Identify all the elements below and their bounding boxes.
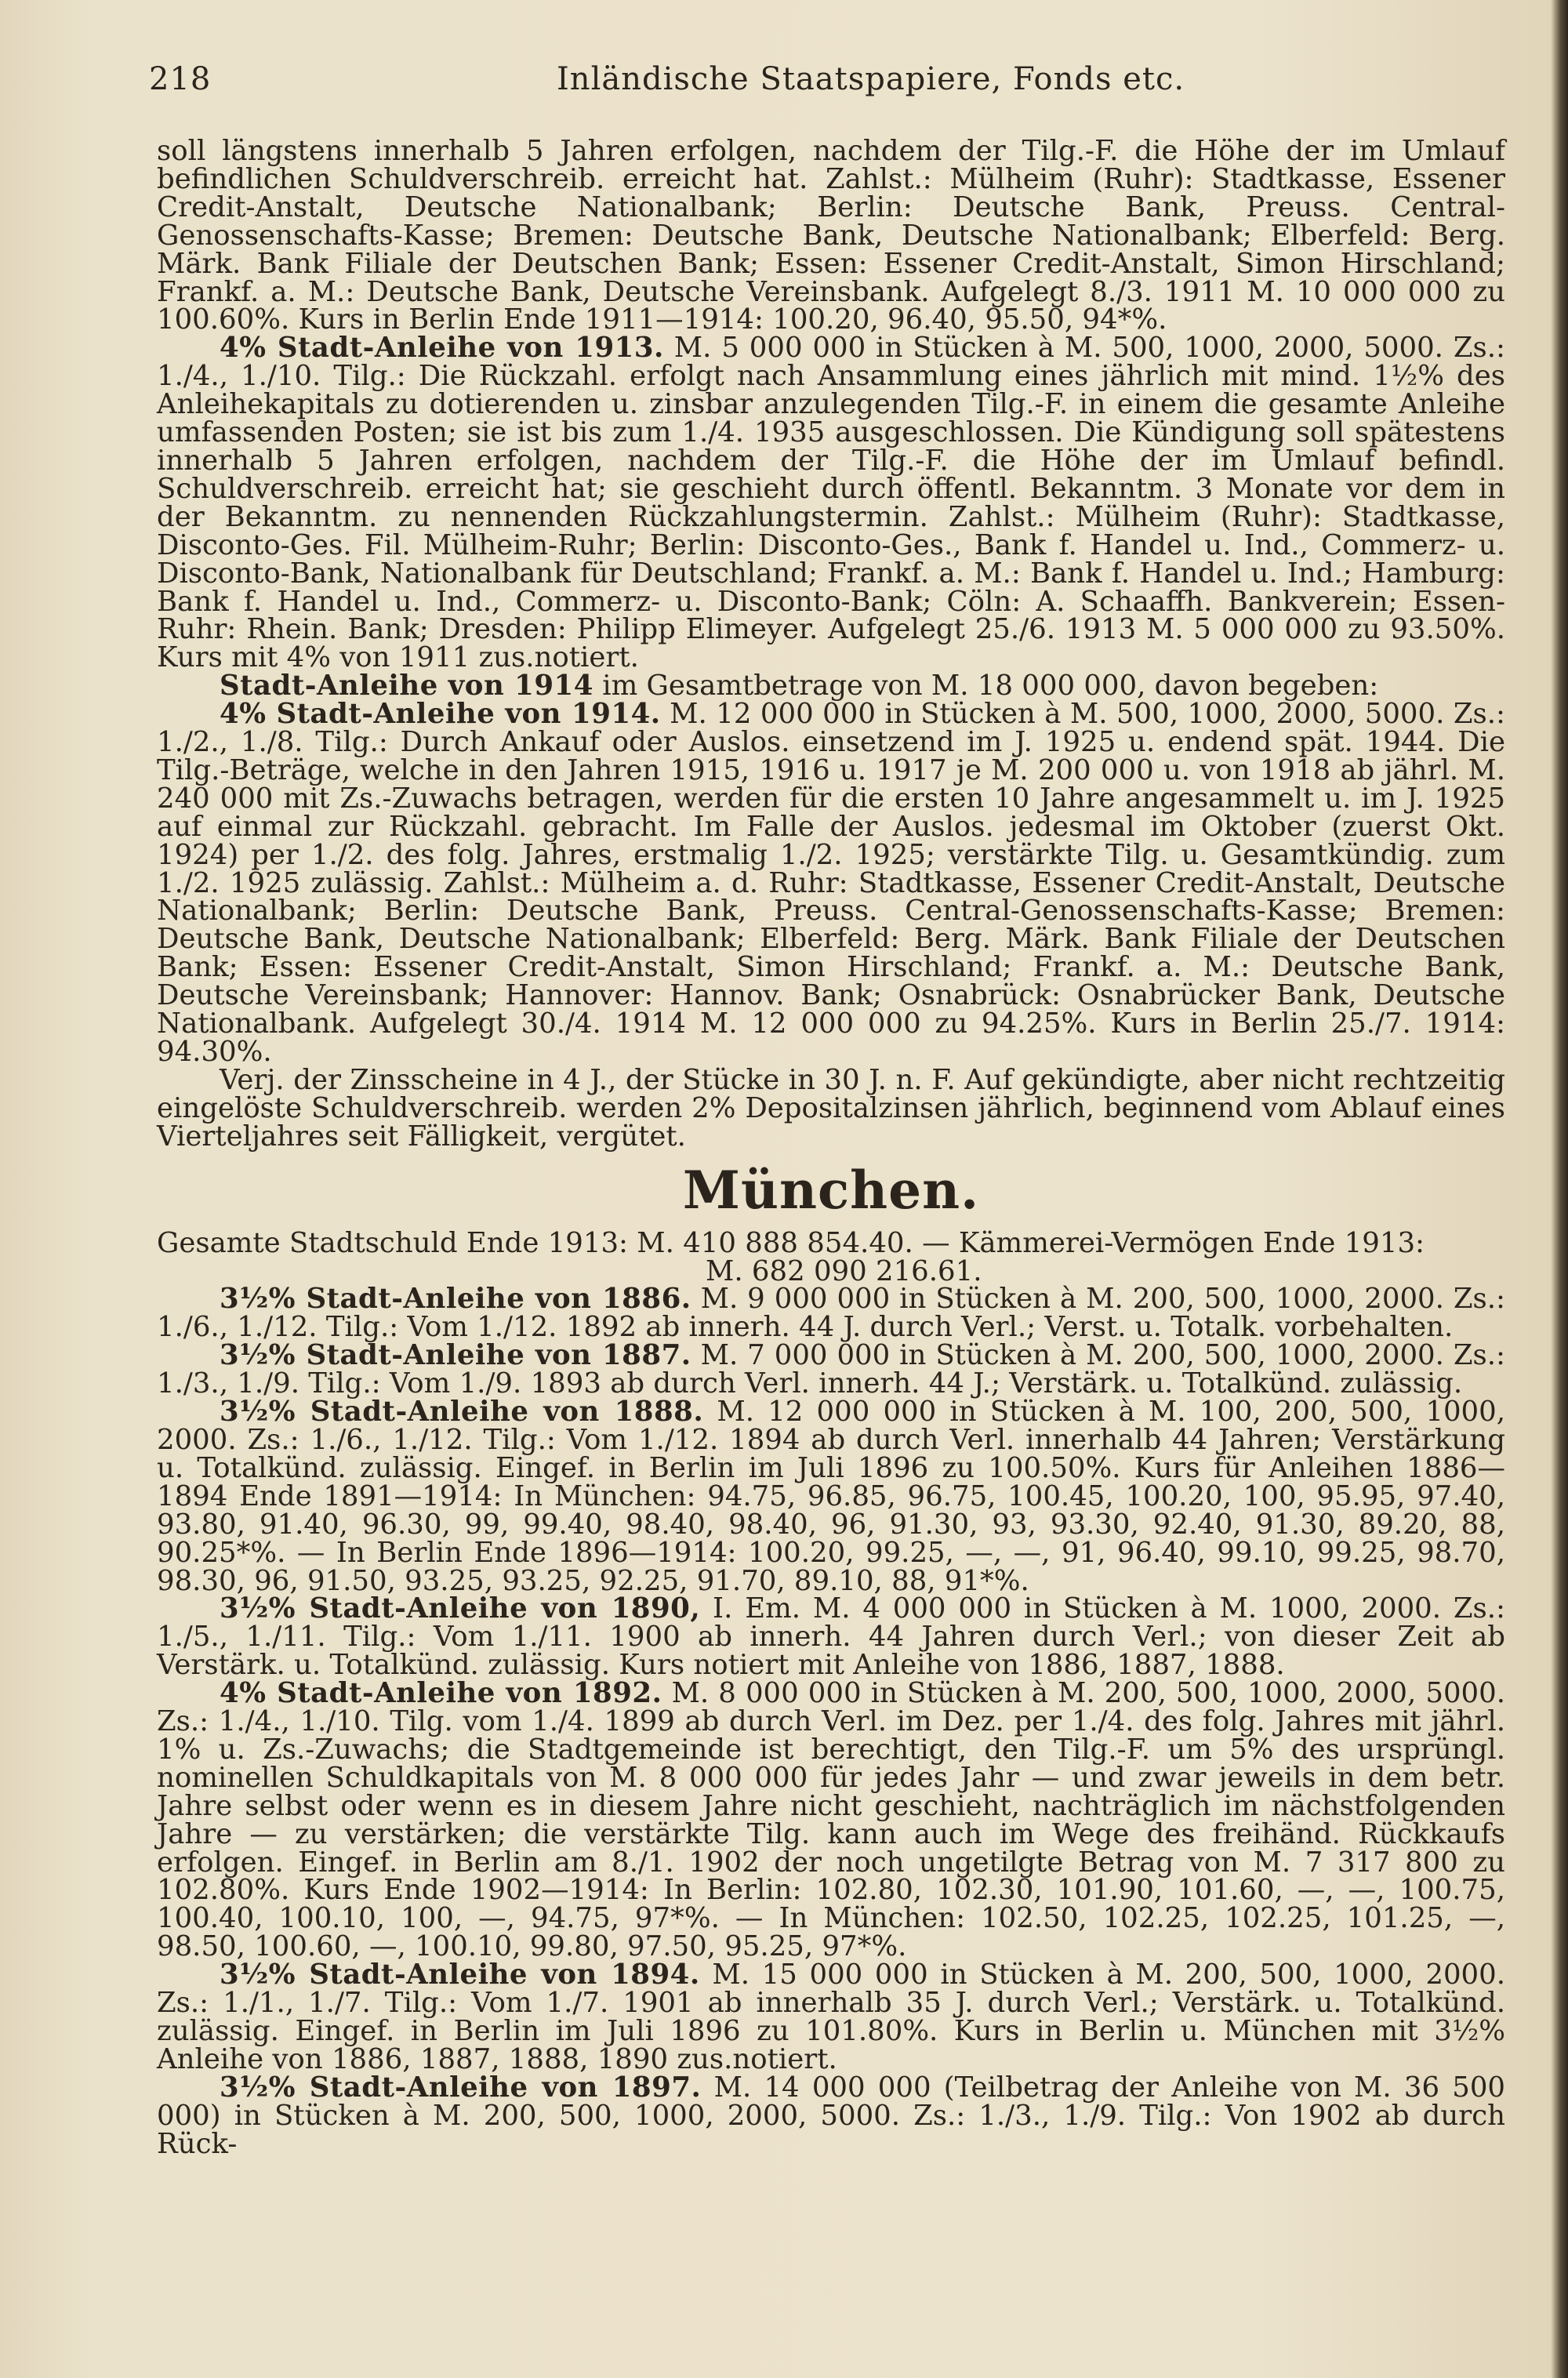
running-title: Inländische Staatspapiere, Fonds etc. [557,61,1185,97]
text-run: M. 12 000 000 in Stücken à M. 100, 200, 500, 1000, 2000. Zs.: 1./6., 1./12. Tilg.: Vom 1./12. 1894 ab durch Verl. innerhalb 44 Jahren; Verstärkung u. Totalkünd. zulässig. Eingef. in Berlin im Juli 1896 zu 100.50%. Kurs für Anleihen 1886—1894 Ende 1891—1914: In München: 94.75, 96.85, 96.75, 100.45, 100.20, 100, 95.95, 97.40, 93.80, 91.40, 96.30, 99, 99.40, 98.40, 98.40, 96, 91.30, 93, 93.30, 92.40, 91.30, 89.20, 88, 90.25*%. — In Berlin Ende 1896—1914: 100.20, 99.25, —, —, 91, 96.40, 99.10, 99.25, 98.70, 98.30, 96, 91.50, 93.25, 93.25, 92.25, 91.70, 89.10, 88, 91*%. [157,1396,1505,1597]
paragraph [157,1961,1505,2074]
text-run: im Gesamtbetrage von M. 18 000 000, davon begeben: [593,670,1379,703]
loan-heading: 3½% Stadt-Anleihe von 1887. [220,1339,691,1372]
text-run: Verj. der Zinsscheine in 4 J., der Stücke in 30 J. n. F. Auf gekündigte, aber nicht rechtzeitig eingelöste Schuldverschreib. werden 2% Depositalzinsen jährlich, beginnend vom Ablauf eines Vierteljahres seit Fälligkeit, vergütet. [157,1063,1505,1153]
text-run: soll längstens innerhalb 5 Jahren erfolgen, nachdem der Tilg.-F. die Höhe der im Umlauf befindlichen Schuldverschreib. erreicht hat. Zahlst.: Mülheim (Ruhr): Stadtkasse, Essener Credit-Anstalt, Deutsche Nationalbank; Berlin: Deutsche Bank, Preuss. Central-Genossenschafts-Kasse; Bremen: Deutsche Bank, Deutsche Nationalbank; Elberfeld: Berg. Märk. Bank Filiale der Deutschen Bank; Essen: Essener Credit-Anstalt, Simon Hirschland; Frankf. a. M.: Deutsche Bank, Deutsche Vereinsbank. Aufgelegt 8./3. 1911 M. 10 000 000 zu 100.60%. Kurs in Berlin Ende 1911—1914: 100.20, 96.40, 95.50, 94*%. [157,135,1505,336]
paragraph [157,1341,1505,1398]
paragraph [157,1063,1505,1153]
paragraph [157,2071,1505,2160]
page-edge-shadow [1551,0,1568,2378]
loan-heading: 4% Stadt-Anleihe von 1892. [220,1677,662,1710]
text-run: M. 14 000 000 (Teilbetrag der Anleihe von M. 36 500 000) in Stücken à M. 200, 500, 1000, 2000, 5000. Zs.: 1./3., 1./9. Tilg.: Von 1902 ab durch Rück- [157,2071,1505,2160]
paragraph [157,1592,1505,1682]
loan-heading: 3½% Stadt-Anleihe von 1894. [220,1959,700,1991]
section-heading-city: München. [682,1159,980,1221]
loan-heading: 3½% Stadt-Anleihe von 1890, [220,1592,701,1625]
loan-heading: 3½% Stadt-Anleihe von 1897. [220,2071,702,2104]
paragraph [157,670,1505,703]
total-assets-line: M. 682 090 216.61. [706,1254,982,1287]
loan-heading: Stadt-Anleihe von 1914 [220,670,593,703]
loan-heading: 4% Stadt-Anleihe von 1913. [220,332,664,365]
paragraph [157,700,1505,1066]
loan-heading: 3½% Stadt-Anleihe von 1888. [220,1396,704,1429]
text-run: M. 5 000 000 in Stücken à M. 500, 1000, 2000, 5000. Zs.: 1./4., 1./10. Tilg.: Die Rückzahl. erfolgt nach Ansammlung eines jährlich mit mind. 1½% des Anleihekapitals zu dotierenden u. zinsbar anzulegenden Tilg.-F. in einem die gesamte Anleihe umfassenden Posten; sie ist bis zum 1./4. 1935 ausgeschlossen. Die Kündigung soll spätestens innerhalb 5 Jahren erfolgen, nachdem der Tilg.-F. die Höhe der im Umlauf befindl. Schuldverschreib. erreicht hat; sie geschieht durch öffentl. Bekanntm. 3 Monate vor dem in der Bekanntm. zu nennenden Rückzahlungstermin. Zahlst.: Mülheim (Ruhr): Stadtkasse, Disconto-Ges. Fil. Mülheim-Ruhr; Berlin: Disconto-Ges., Bank f. Handel u. Ind., Commerz- u. Disconto-Bank, Nationalbank für Deutschland; Frankf. a. M.: Bank f. Handel u. Ind.; Hamburg: Bank f. Handel u. Ind., Commerz- u. Disconto-Bank; Cöln: A. Schaaffh. Bankverein; Essen-Ruhr: Rhein. Bank; Dresden: Philipp Elimeyer. Aufgelegt 25./6. 1913 M. 5 000 000 zu 93.50%. Kurs mit 4% von 1911 zus.notiert. [157,332,1505,674]
running-header [149,61,1497,108]
text-run: M. 12 000 000 in Stücken à M. 500, 1000, 2000, 5000. Zs.: 1./2., 1./8. Tilg.: Durch Ankauf oder Auslos. einsetzend im J. 1925 u. endend spät. 1944. Die Tilg.-Beträge, welche in den Jahren 1915, 1916 u. 1917 je M. 200 000 u. von 1918 ab jährl. M. 240 000 mit Zs.-Zuwachs betragen, werden für die ersten 10 Jahre angesammelt u. im J. 1925 auf einmal zur Rückzahl. gebracht. Im Falle der Auslos. jedesmal im Oktober (zuerst Okt. 1924) per 1./2. des folg. Jahres, erstmalig 1./2. 1925; verstärkte Tilg. u. Gesamtkündig. zum 1./2. 1925 zulässig. Zahlst.: Mülheim a. d. Ruhr: Stadtkasse, Essener Credit-Anstalt, Deutsche Nationalbank; Berlin: Deutsche Bank, Preuss. Central-Genossenschafts-Kasse; Bremen: Deutsche Bank, Deutsche Nationalbank; Elberfeld: Berg. Märk. Bank Filiale der Deutschen Bank; Essen: Essener Credit-Anstalt, Simon Hirschland; Frankf. a. M.: Deutsche Bank, Deutsche Vereinsbank; Hannover: Hannov. Bank; Osnabrück: Osnabrücker Bank, Deutsche Nationalbank. Aufgelegt 30./4. 1914 M. 12 000 000 zu 94.25%. Kurs in Berlin 25./7. 1914: 94.30%. [157,698,1505,1068]
text-run: I. Em. M. 4 000 000 in Stücken à M. 1000, 2000. Zs.: 1./5., 1./11. Tilg.: Vom 1./11. 1900 ab innerh. 44 Jahren durch Verl.; von dieser Zeit ab Verstärk. u. Totalkünd. zulässig. Kurs notiert mit Anleihe von 1886, 1887, 1888. [157,1592,1505,1682]
loan-heading: 3½% Stadt-Anleihe von 1886. [220,1283,691,1316]
total-debt-line: Gesamte Stadtschuld Ende 1913: M. 410 888 854.40. — Kämmerei-Vermögen Ende 1913: [157,1226,1425,1259]
text-run: M. 8 000 000 in Stücken à M. 200, 500, 1000, 2000, 5000. Zs.: 1./4., 1./10. Tilg. vom 1./4. 1899 ab durch Verl. im Dez. per 1./4. des folg. Jahres mit jährl. 1% u. Zs.-Zuwachs; die Stadtgemeinde ist berechtigt, den Tilg.-F. um 5% des ursprüngl. nominellen Schuldkapitals von M. 8 000 000 für jedes Jahr — und zwar jeweils in dem betr. Jahre selbst oder wenn es in diesem Jahre nicht geschieht, nachträglich im nächstfolgenden Jahre — zu verstärken; die verstärkte Tilg. kann auch im Wege des freihänd. Rückkaufs erfolgen. Eingef. in Berlin am 8./1. 1902 der noch ungetilgte Betrag von M. 7 317 800 zu 102.80%. Kurs Ende 1902—1914: In Berlin: 102.80, 102.30, 101.90, 101.60, —, —, 100.75, 100.40, 100.10, 100, —, 94.75, 97*%. — In München: 102.50, 102.25, 102.25, 101.25, —, 98.50, 100.60, —, 100.10, 99.80, 97.50, 95.25, 97*%. [157,1677,1505,1963]
paragraph [157,1679,1505,1961]
paragraph [157,1398,1505,1595]
paragraph [157,1283,1506,1344]
paragraph [157,137,1505,334]
text-run: M. 9 000 000 in Stücken à M. 200, 500, 1000, 2000. Zs.: 1./6., 1./12. Tilg.: Vom 1./12. 1892 ab innerh. 44 J. durch Verl.; Verst. u. Totalk. vorbehalten. [157,1283,1506,1344]
page-number: 218 [149,61,212,97]
loan-heading: 4% Stadt-Anleihe von 1914. [220,698,661,731]
paragraph [157,334,1505,672]
main-text [157,137,1505,2158]
text-run: M. 15 000 000 in Stücken à M. 200, 500, 1000, 2000. Zs.: 1./1., 1./7. Tilg.: Vom 1./7. 1901 ab innerhalb 35 J. durch Verl.; Verstärk. u. Totalkünd. zulässig. Eingef. in Berlin im Juli 1896 zu 101.80%. Kurs in Berlin u. München mit 3½% Anleihe von 1886, 1887, 1888, 1890 zus.notiert. [157,1959,1505,2075]
text-run: M. 7 000 000 in Stücken à M. 200, 500, 1000, 2000. Zs.: 1./3., 1./9. Tilg.: Vom 1./9. 1893 ab durch Verl. innerh. 44 J.; Verstärk. u. Totalkünd. zulässig. [157,1339,1506,1400]
